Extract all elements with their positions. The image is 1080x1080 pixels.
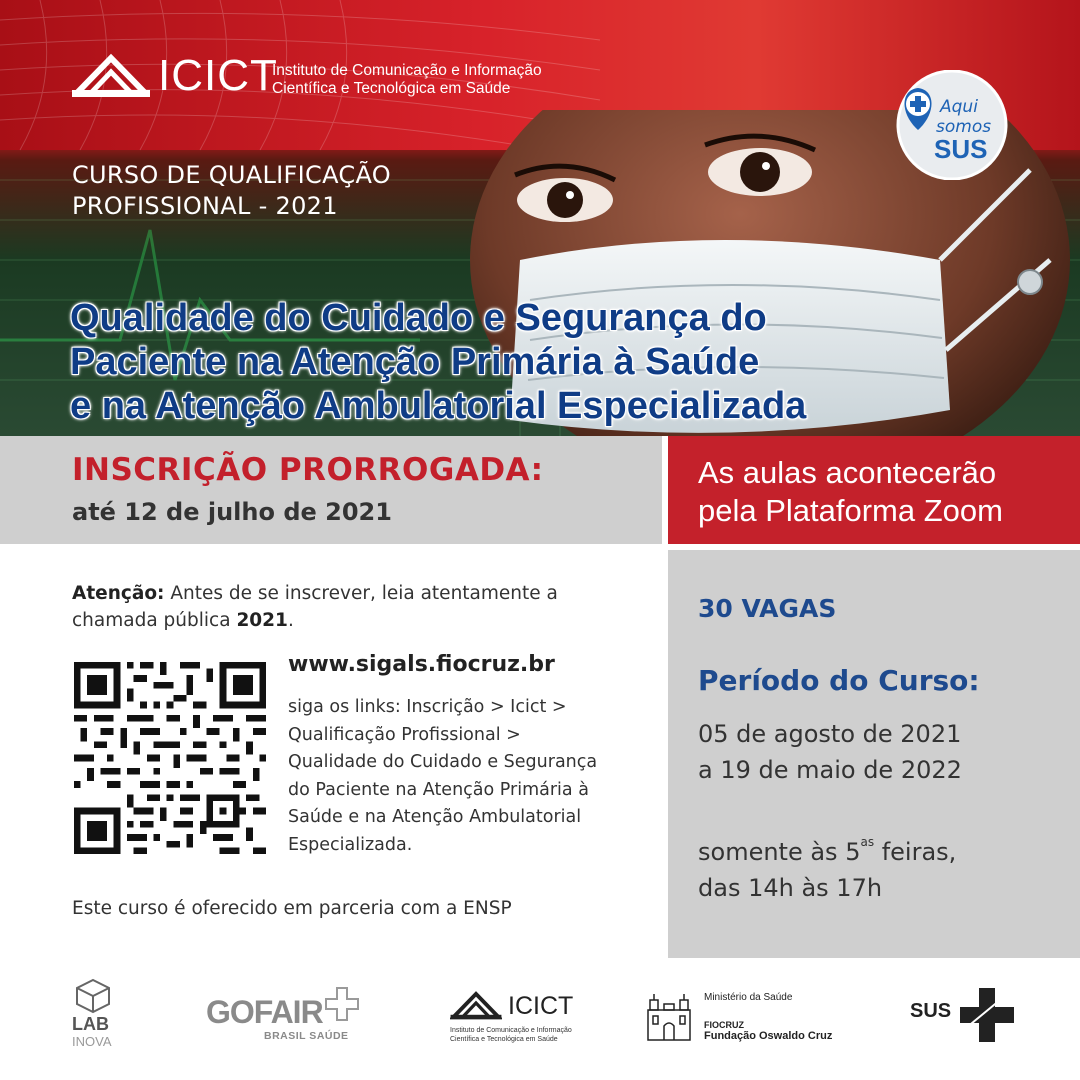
hero-banner (0, 0, 1080, 436)
attention-note: Atenção: Antes de se inscrever, leia atentamente a chamada pública 2021. (72, 583, 558, 631)
partner-logos-footer (0, 958, 1080, 1080)
plus-icon (324, 986, 360, 1022)
course-tag: CURSO DE QUALIFICAÇÃO PROFISSIONAL - 2021 (72, 161, 391, 220)
zoom-notice: As aulas acontecerão pela Plataforma Zoom (698, 455, 1003, 528)
navigation-instructions: siga os links: Inscrição > Icict > Qualificação Profissional > Qualidade do Cuidado e Segurança do Paciente na Atenção Primária à Saúde e na Atenção Ambulatorial Especializada. (288, 697, 598, 855)
gofair-logo: GOFAIR BRASIL SAÚDE (206, 986, 366, 1046)
course-title: Qualidade do Cuidado e Segurança do Paciente na Atenção Primária à Saúde e na Atenção Ambulatorial Especializada (70, 297, 807, 427)
icict-roof-icon (72, 52, 150, 98)
qr-code[interactable] (74, 662, 266, 854)
cube-icon (74, 978, 112, 1014)
icict-footer-logo: ICICT Instituto de Comunicação e Informação Científica e Tecnológica em Saúde (450, 992, 574, 1043)
partnership-note: Este curso é oferecido em parceria com a ENSP (72, 898, 512, 919)
vacancies: 30 VAGAS (698, 594, 837, 623)
aqui-somos-sus-badge (882, 70, 1022, 180)
period-label: Período do Curso: (698, 664, 980, 697)
sus-logo: SUS (910, 988, 1020, 1042)
period-dates: 05 de agosto de 2021 a 19 de maio de 2022 (698, 720, 962, 784)
svg-text:Aqui: Aqui (940, 97, 978, 117)
svg-text:somos: somos (936, 117, 992, 137)
course-details-panel (668, 550, 1080, 958)
icict-header-logo (72, 52, 572, 108)
castle-icon (646, 992, 692, 1042)
class-schedule: somente às $5^{as}$ feiras, das 14h às 17h (698, 835, 957, 902)
cross-icon (960, 988, 1014, 1042)
course-site-link[interactable]: www.sigals.fiocruz.br (288, 652, 555, 677)
icict-wordmark: ICICT (158, 51, 278, 100)
icict-roof-icon (450, 990, 502, 1020)
registration-box (0, 436, 662, 544)
zoom-notice-box (668, 436, 1080, 544)
registration-title: INSCRIÇÃO PRORROGADA: (72, 452, 544, 488)
svg-text:SUS: SUS (934, 134, 988, 164)
lab-inova-logo: LAB INOVA (72, 978, 122, 1058)
registration-date: até 12 de julho de 2021 (72, 498, 392, 526)
fiocruz-logo: Ministério da Saúde FIOCRUZ Fundação Oswaldo Cruz (646, 988, 846, 1048)
icict-description: Instituto de Comunicação e Informação Científica e Tecnológica em Saúde (272, 62, 542, 97)
